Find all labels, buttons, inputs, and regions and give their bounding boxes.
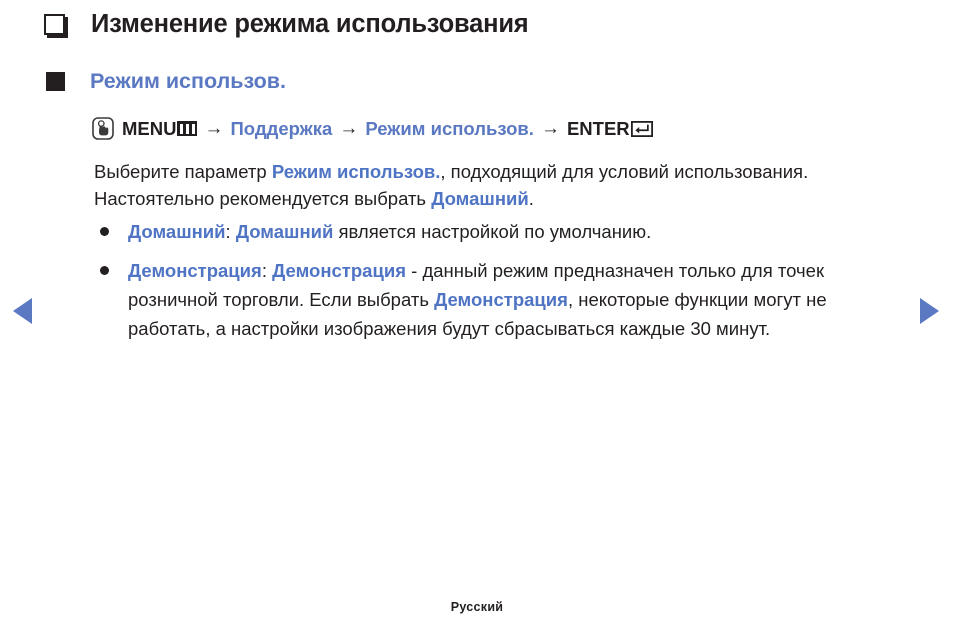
bullet2-highlight-3: Демонстрация: [434, 289, 568, 310]
menu-path-step-support: Поддержка: [230, 117, 333, 139]
intro-highlight-usage-mode: Режим использов.: [271, 161, 441, 182]
bullet2-highlight-1: Демонстрация: [128, 260, 262, 281]
bullet2-rest-a: - данный режим предназначен только для точек розничной торговли. Если выбрать: [128, 260, 825, 310]
path-arrow-2: →: [339, 118, 359, 139]
bullet1-highlight-2: Домашний: [235, 221, 334, 242]
bullet1-rest: является настройкой по умолчанию.: [333, 221, 652, 242]
path-arrow-1: →: [204, 118, 224, 139]
footer-language: Русский: [450, 600, 504, 614]
bullet1-highlight-1: Домашний: [128, 221, 226, 242]
section-heading: Режим использов.: [90, 69, 286, 93]
menu-path: [92, 117, 653, 140]
menu-path-step-usage-mode: Режим использов.: [365, 117, 534, 139]
bullet2-separator: :: [261, 260, 273, 281]
intro-paragraph: [94, 158, 834, 212]
bullet-list: [94, 217, 894, 343]
filled-square-icon: [46, 72, 65, 91]
triangle-left-icon[interactable]: [13, 298, 32, 324]
enter-button-label: ENTER: [566, 117, 630, 139]
section-heading-row: [46, 71, 286, 93]
menu-grid-icon: [177, 121, 197, 136]
list-item-text: [128, 217, 894, 246]
page-title: Изменение режима использования: [91, 10, 529, 38]
bullet2-highlight-2: Демонстрация: [272, 260, 406, 281]
intro-text-part-1: Выберите параметр: [94, 161, 272, 182]
list-item: [94, 256, 894, 343]
menu-button-label: MENU: [122, 117, 177, 139]
list-item-text: [128, 256, 894, 343]
intro-text-part-2: , подходящий для условий использования. Настоятельно рекомендуется выбрать: [94, 161, 809, 209]
intro-text-part-3: .: [528, 188, 534, 209]
list-item: [94, 217, 894, 246]
triangle-right-icon[interactable]: [920, 298, 939, 324]
bullet2-rest-b: , некоторые функции могут не работать, а настройки изображения будут сбрасываться каждые 30 минут.: [128, 289, 827, 339]
enter-return-icon: [631, 121, 653, 137]
page-title-row: [44, 12, 529, 38]
intro-highlight-home: Домашний: [431, 188, 529, 209]
path-arrow-3: →: [540, 118, 560, 139]
hand-press-button-icon: [92, 117, 114, 140]
bullet1-separator: :: [225, 221, 236, 242]
bullet-dot-icon: [100, 227, 109, 236]
bullet-dot-icon: [100, 266, 109, 275]
outlined-square-icon: [44, 14, 65, 35]
